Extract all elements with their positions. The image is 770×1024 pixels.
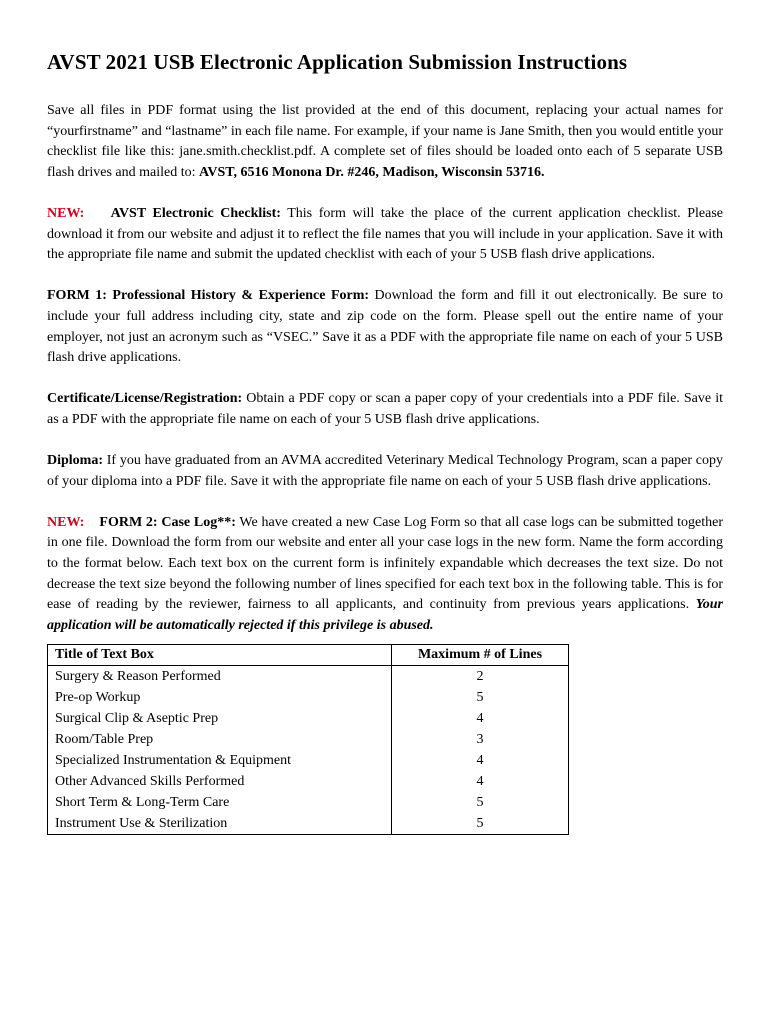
column-header-max-lines: Maximum # of Lines: [392, 645, 569, 666]
certificate-heading: Certificate/License/Registration:: [47, 391, 243, 407]
row-title: Room/Table Prep: [48, 729, 392, 750]
row-max-lines: 5: [392, 813, 569, 835]
column-header-title: Title of Text Box: [48, 645, 392, 666]
table-row: [48, 771, 569, 792]
new-label: NEW:: [47, 205, 85, 221]
intro-paragraph: [47, 101, 723, 183]
diploma-heading: Diploma:: [47, 453, 103, 469]
row-max-lines: 3: [392, 729, 569, 750]
diploma-paragraph: [47, 451, 723, 492]
certificate-paragraph: [47, 389, 723, 430]
row-max-lines: 5: [392, 687, 569, 708]
table-row: [48, 792, 569, 813]
row-title: Pre-op Workup: [48, 687, 392, 708]
intro-text: Save all files in PDF format using the list provided at the end of this document, replacing your actual names for “yourfirstname” and “lastname” in each file name. For example, if your name is Jane Smith, then you would entitle your checklist file like this: jane.smith.checklist.pdf. A complete set of files should be loaded onto each of 5 separate USB flash drives and mailed to:: [47, 103, 723, 180]
row-max-lines: 2: [392, 666, 569, 688]
mailing-address: AVST, 6516 Monona Dr. #246, Madison, Wisconsin 53716.: [199, 164, 545, 180]
form2-text: We have created a new Case Log Form so that all case logs can be submitted together in one file. Download the form from our website and enter all your case logs in the new form. Name the form according to the format below. Each text box on the current form is infinitely expandable which decreases the text size. Do not decrease the text size beyond the following number of lines specified for each text box in the following table. This is for ease of reading by the reviewer, fairness to all applicants, and continuity from previous years applications.: [47, 514, 724, 613]
row-max-lines: 4: [392, 771, 569, 792]
row-max-lines: 4: [392, 750, 569, 771]
row-title: Specialized Instrumentation & Equipment: [48, 750, 392, 771]
form2-heading: FORM 2: Case Log**:: [99, 514, 236, 530]
form1-heading: FORM 1: Professional History & Experience Form:: [47, 288, 370, 304]
diploma-text: If you have graduated from an AVMA accredited Veterinary Medical Technology Program, scan a paper copy of your diploma into a PDF file. Save it with the appropriate file name on each of your 5 USB flash drive applications.: [47, 453, 723, 489]
row-title: Surgery & Reason Performed: [48, 666, 392, 688]
text-box-limits-table: [47, 644, 569, 835]
new-label: NEW:: [47, 514, 85, 530]
row-max-lines: 5: [392, 792, 569, 813]
rejection-warning: Your application will be automatically rejected if this privilege is abused.: [47, 597, 723, 633]
table-row: [48, 687, 569, 708]
table-row: [48, 813, 569, 835]
row-max-lines: 4: [392, 708, 569, 729]
form1-paragraph: [47, 286, 723, 368]
table-row: [48, 666, 569, 688]
row-title: Other Advanced Skills Performed: [48, 771, 392, 792]
checklist-paragraph: [47, 204, 723, 266]
table-row: [48, 750, 569, 771]
checklist-text: This form will take the place of the current application checklist. Please download it from our website and adjust it to reflect the file names that you will include in your application. Save it with the appropriate file name and submit the updated checklist with each of your 5 USB flash drive applications.: [47, 205, 723, 263]
page-title: AVST 2021 USB Electronic Application Submission Instructions: [47, 50, 628, 74]
row-title: Instrument Use & Sterilization: [48, 813, 392, 835]
checklist-heading: AVST Electronic Checklist:: [110, 205, 281, 221]
certificate-text: Obtain a PDF copy or scan a paper copy of your credentials into a PDF file. Save it as a PDF with the appropriate file name on each of your 5 USB flash drive applications.: [47, 391, 723, 427]
table-row: [48, 708, 569, 729]
form1-text: Download the form and fill it out electronically. Be sure to include your full address including city, state and zip code on the form. Please spell out the entire name of your employer, not just an acronym such as “VSEC.” Save it as a PDF with the appropriate file name on each of your 5 USB flash drive applications.: [47, 288, 723, 366]
row-title: Surgical Clip & Aseptic Prep: [48, 708, 392, 729]
row-title: Short Term & Long-Term Care: [48, 792, 392, 813]
table-row: [48, 729, 569, 750]
table-header-row: [48, 645, 569, 666]
form2-paragraph: [47, 513, 723, 637]
